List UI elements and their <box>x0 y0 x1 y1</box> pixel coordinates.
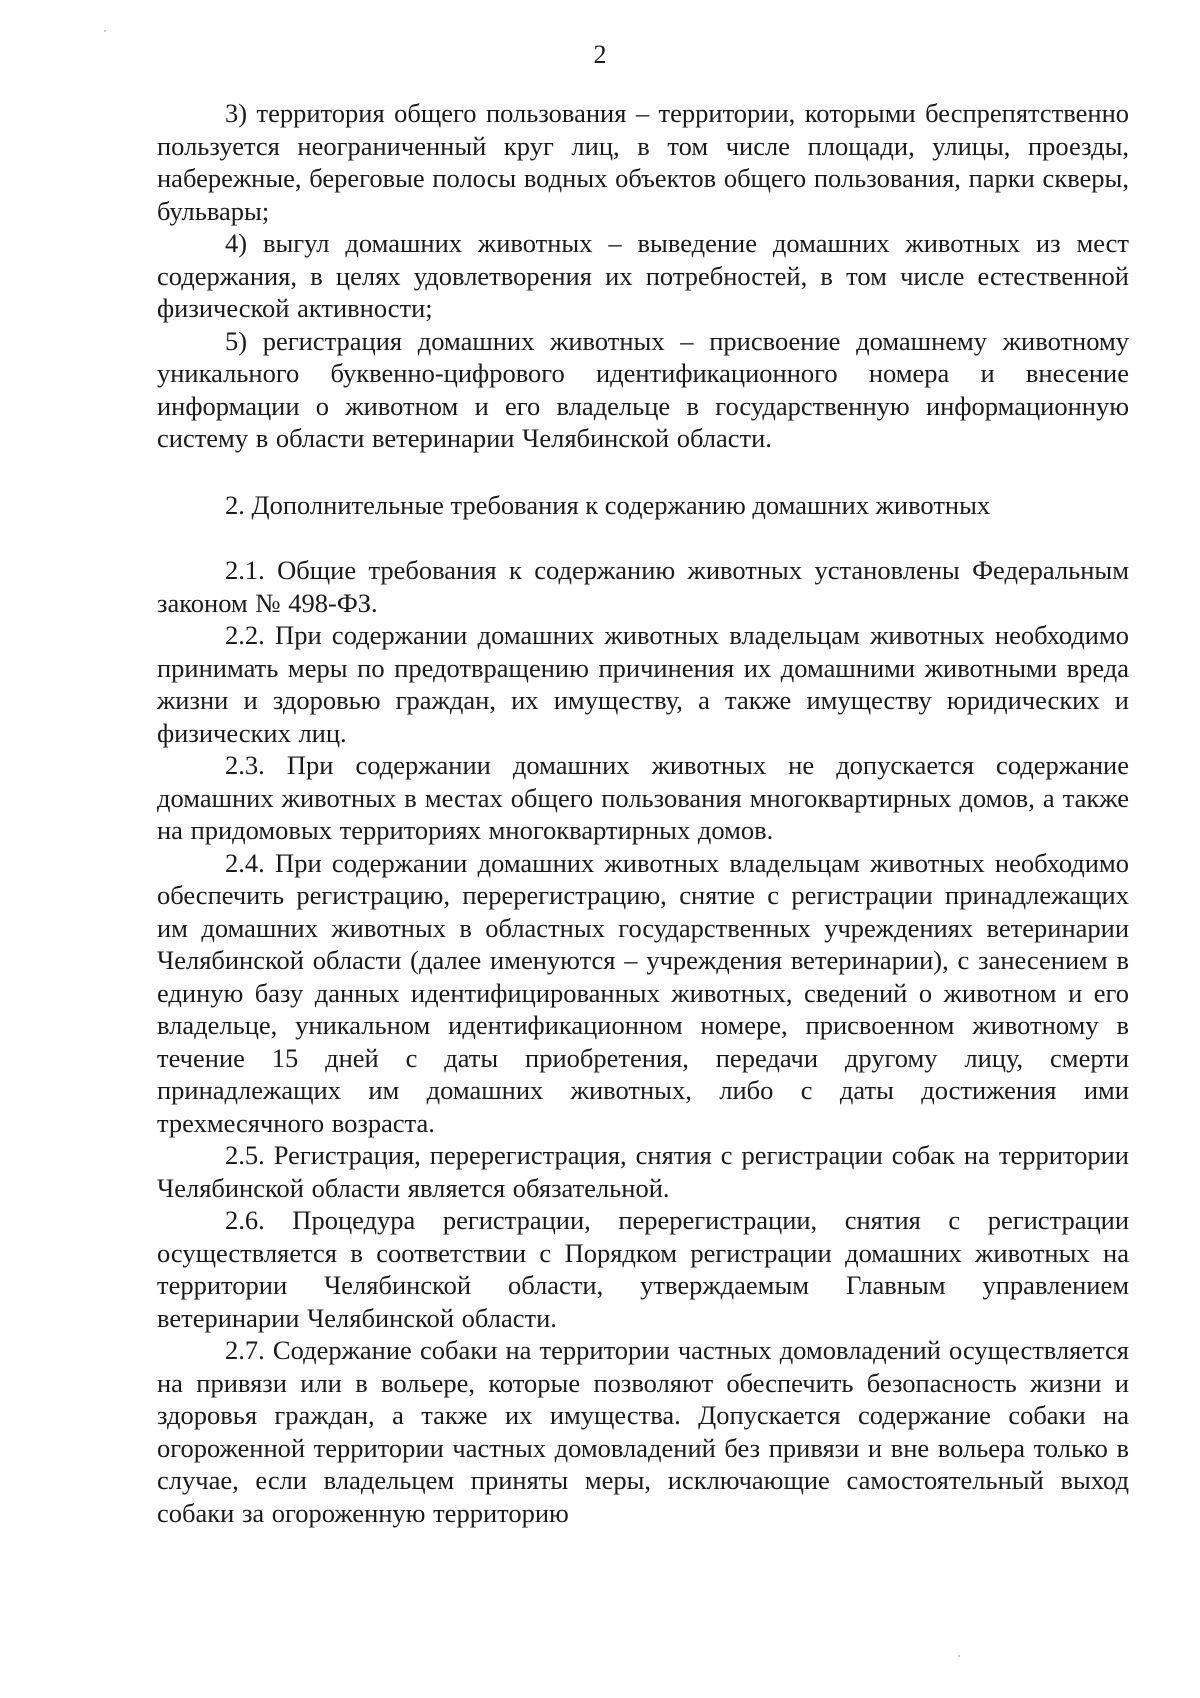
clause-2-3: 2.3. При содержании домашних животных не допускается содержание домашних животных в местах общего пользования многоквартирных домов, а также на придомовых территориях многоквартирных домов. <box>157 750 1129 845</box>
page-number: 2 <box>593 40 607 69</box>
definition-4: 4) выгул домашних животных – выведение домашних животных из мест содержания, в целях удовлетворения их потребностей, в том числе естественной физической активности; <box>157 228 1129 323</box>
clause-2-6: 2.6. Процедура регистрации, перерегистрации, снятия с регистрации осуществляется в соответствии с Порядком регистрации домашних животных на территории Челябинской области, утверждаемым Главным управлением ветеринарии Челябинской области. <box>157 1205 1129 1333</box>
definition-5: 5) регистрация домашних животных – присвоение домашнему животному уникального буквенно-цифрового идентификационного номера и внесение информации о животном и его владельце в государственную информационную систему в области ветеринарии Челябинской области. <box>157 325 1129 453</box>
clause-2-5: 2.5. Регистрация, перерегистрация, снятия с регистрации собак на территории Челябинской области является обязательной. <box>157 1140 1129 1203</box>
clause-2-2: 2.2. При содержании домашних животных владельцам животных необходимо принимать меры по предотвращению причинения их домашними животными вреда жизни и здоровью граждан, их имуществу, а также имуществу юридических и физических лиц. <box>157 620 1129 748</box>
scan-speck <box>958 1655 960 1657</box>
clause-2-1: 2.1. Общие требования к содержанию животных установлены Федеральным законом № 498-ФЗ. <box>157 555 1129 618</box>
clause-2-4: 2.4. При содержании домашних животных владельцам животных необходимо обеспечить регистрацию, перерегистрацию, снятие с регистрации принадлежащих им домашних животных в областных государственных учреждениях ветеринарии Челябинской области (далее именуются – учреждения ветеринарии), с занесением в единую базу данных идентифицированных животных, сведений о животном и его владельце, уникальном идентификационном номере, присвоенном животному в течение 15 дней с даты приобретения, передачи другому лицу, смерти принадлежащих им домашних животных, либо с даты достижения ими трехмесячного возраста. <box>157 847 1129 1138</box>
clause-2-7: 2.7. Содержание собаки на территории частных домовладений осуществляется на привязи или в вольере, которые позволяют обеспечить безопасность жизни и здоровья граждан, а также их имущества. Допускается содержание собаки на огороженной территории частных домовладений без привязи и вне вольера только в случае, если владельцем приняты меры, исключающие самостоятельный выход собаки за огороженную территорию <box>157 1335 1129 1528</box>
section-heading: 2. Дополнительные требования к содержанию домашних животных <box>225 489 991 520</box>
definition-3: 3) территория общего пользования – территории, которыми беспрепятственно пользуется неограниченный круг лиц, в том числе площади, улицы, проезды, набережные, береговые полосы водных объектов общего пользования, парки скверы, бульвары; <box>157 98 1129 226</box>
document-body <box>157 97 1129 1529</box>
scan-speck <box>104 30 106 32</box>
